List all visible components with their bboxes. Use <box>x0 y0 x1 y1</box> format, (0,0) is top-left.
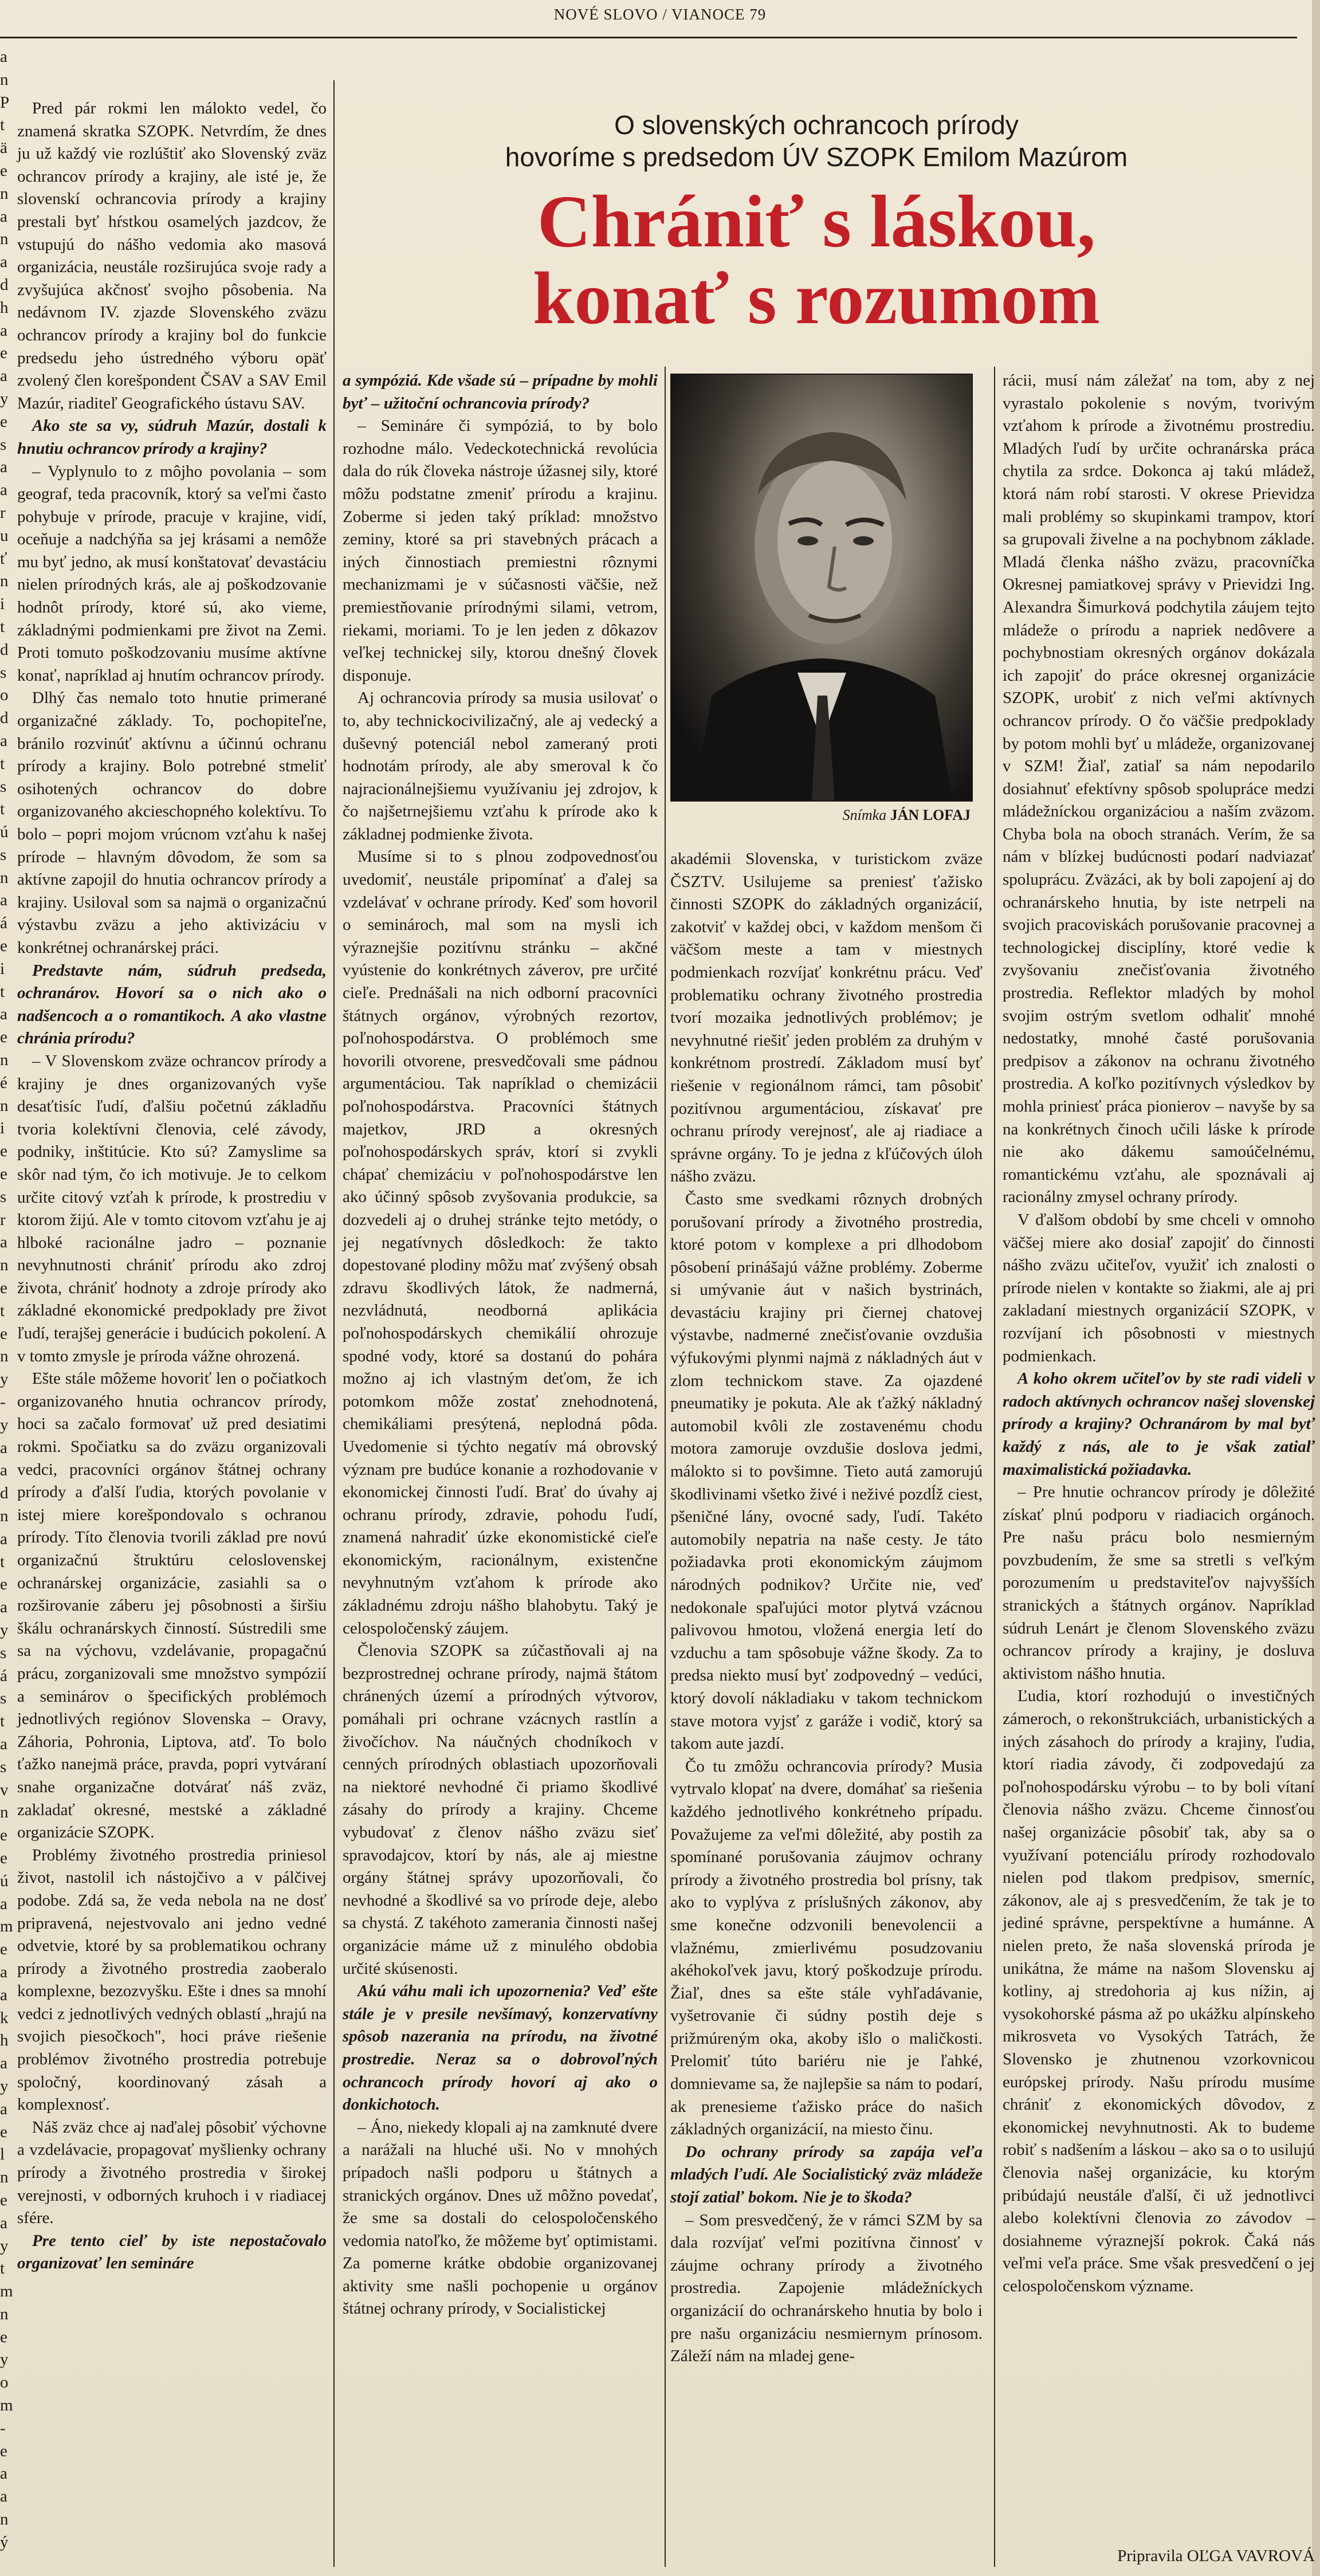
fragment-letter: ä <box>0 139 7 158</box>
fragment-letter: é <box>0 1073 7 1092</box>
fragment-letter: t <box>0 2259 5 2278</box>
body-paragraph: Pred pár rokmi len málokto vedel, čo znamená skratka SZOPK. Netvrdím, že dnes ju už každý vie rozlúštiť ako Slovenský zväz ochrancov prírody a krajiny, ale isté je, že slovenskí ochrancovia prírody a krajiny prestali byť hŕstkou osamelých jazdcov, že vstupujú do nášho vedomia ako masová organizácia, neustále rozširujúca svoje rady a zvyšujúca akčnosť svojho pôsobenia. Na nedávnom IV. zjazde Slovenského zväzu ochrancov prírody a krajiny bol do funkcie predsedu jeho ústredného výboru opäť zvolený člen korešpondent ČSAV a SAV Emil Mazúr, riaditeľ Geografického ústavu SAV. <box>17 99 327 413</box>
fragment-letter: t <box>0 1301 5 1320</box>
fragment-letter: t <box>0 1552 5 1571</box>
fragment-letter: r <box>0 1210 6 1229</box>
fragment-letter: n <box>0 1051 9 1070</box>
fragment-letter: ú <box>0 1871 9 1890</box>
fragment-letter: m <box>0 1917 13 1936</box>
fragment-letter: l <box>0 2145 5 2164</box>
fragment-letter: e <box>0 1324 7 1343</box>
body-paragraph: Čo tu zmôžu ochrancovia prírody? Musia vytrvalo klopať na dvere, domáhať sa riešenia každého jednotlivého konkrétneho prípadu. Považujeme za veľmi dôležité, aby postih za spomínané porušovania záujmov ochrany prírody a životného prostredia bol prísny, tak ako to vyplýva z príslušných zákonov, aby sme konečne odzvonili benevolencii a vlažnému, zmierlivému posudzovaniu akéhokoľvek javu, ktorý poškodzuje prírodu. Žiaľ, dnes sa ešte stále vyhľadávanie, vyšetrovanie či súdny postih deje s prižmúreným oka, akoby išlo o maličkosti. Prelomiť túto bariéru nie je ľahké, domnievame sa, že najlepšie sa nám to podarí, ak prenesieme ťažisko práce do našich základných organizácií, na miesto činu. <box>670 1757 983 2139</box>
fragment-letter: n <box>0 184 9 203</box>
headline-line-1: Chrániť s láskou, <box>537 180 1096 263</box>
article-column-2 <box>343 370 658 2320</box>
fragment-letter: e <box>0 2122 7 2141</box>
fragment-letter: n <box>0 70 9 89</box>
fragment-letter: e <box>0 412 7 431</box>
byline: Pripravila OĽGA VAVROVÁ <box>1117 2547 1315 2565</box>
fragment-letter: s <box>0 1187 7 1206</box>
fragment-letter: - <box>0 2418 6 2437</box>
fragment-letter: a <box>0 207 7 226</box>
fragment-letter: n <box>0 2510 9 2529</box>
fragment-letter: a <box>0 253 7 272</box>
fragment-letter: t <box>0 617 5 636</box>
fragment-letter: a <box>0 731 7 750</box>
article-headline <box>435 180 1197 340</box>
body-paragraph: Musíme si to s plnou zodpovednosťou uvedomiť, neustále pripomínať a ďalej sa vzdelávať v ochrane prírody. Keď som hovoril o seminároch, mal som na mysli ich výraznejšie pozitívnu stránku – akčné vyústenie do konkrétnych záverov, pre určité cieľe. Prednášali na nich odborní pracovníci štátnych orgánov, výrobných rezortov, poľnohospodárstva. O problémoch sme hovorili otvorene, presvedčovali sme pádnou argumentáciou. Tak napríklad o chemizácii poľnohospodárstva. Pracovníci štátnych majetkov, JRD a okresných poľnohospodárskych správ, ktorí si zvykli chápať chemizáciu v poľnohospodárstve len ako účinný spôsob zvyšovania produkcie, sa dozvedeli aj o druhej stránke tejto metódy, o jej negatívnych dôsledkoch: že takto dopestované plodiny môžu mať zvýšený obsah zdravu škodlivých látok, že nadmerná, nezvládnutá, neodborná aplikácia poľnohospodárskych chemikálií ohrozuje spodné vody, ktoré sa dostanú do pohára možno aj ich vlastným deťom, že ich potomkom môže zostať znehodnotená, chemikáliami presýtená, neplodná pôda. Uvedomenie si týchto negatív má obrovský význam pre budúce konanie a rozhodovanie v ekonomickej činnosti ľudí. Brať do úvahy aj ochranu prírody, zdravie, pohodu ľudí, znamená nahradiť úzke ekonomistické cieľe ekonomickým, racionálnym, existenčne nevyhnutným vzťahom k prírode ako základnému zdroju nášho blahobytu. Taký je celospoločenský záujem. <box>343 847 658 1638</box>
interview-question: Do ochrany prírody sa zapája veľa mladých ľudí. Ale Socialistický zväz mládeže stojí zatiaľ bokom. Nie je to škoda? <box>670 2142 983 2207</box>
body-paragraph: – Vyplynulo to z môjho povolania – som geograf, teda pracovník, ktorý sa veľmi často pohybuje v prírode, pracuje v krajine, vidí, oceňuje a nadchýňa sa jej krásami a nemôže mu byť jedno, ak musí konštatovať devastáciu nielen prírodných krás, ale aj poškodzovanie hodnôt prírody, ktoré sú, ako vieme, základnými podmienkami pre život na Zemi. Proti tomuto poškodzovaniu musíme aktívne konať, napríklad aj hnutím ochrancov prírody. <box>17 462 327 685</box>
fragment-letter: s <box>0 845 7 864</box>
fragment-letter: y <box>0 1370 9 1389</box>
fragment-letter: a <box>0 891 7 910</box>
interview-question: A koho okrem učiteľov by ste radi videli v radoch aktívnych ochrancov našej slovenskej prírody a krajiny? Ochranárom by mal byť každý z nás, ale to je však zatiaľ maximalistická požiadavka. <box>1003 1369 1315 1479</box>
fragment-letter: e <box>0 1165 7 1184</box>
body-paragraph: – Pre hnutie ochrancov prírody je dôležité získať plnú podporu v riadiacich orgánoch. Pre našu prácu bolo nesmierným povzbudením, že sme sa stretli s veľkým porozumením u predstaviteľov najvyšších stranických a štátnych orgánov. Napríklad súdruh Lenárt je členom Slovenského zväzu ochrancov prírody a krajiny, je dosluva aktivistom nášho hnutia. <box>1003 1483 1315 1683</box>
fragment-letter: t <box>0 800 5 819</box>
portrait-photo <box>670 374 973 802</box>
body-paragraph: Aj ochrancovia prírody sa musia usilovať o to, aby technickocivilizačný, ale aj vedecký a duševný potenciál nebol zameraný proti hodnotám prírody, ale aby smeroval k čo najracionálnejšiemu využívaniu jej zdrojov, k čo najšetrnejšiemu vzťahu k prírode ako k základnej podmienke života. <box>343 689 658 843</box>
fragment-letter: e <box>0 161 7 180</box>
article-kicker <box>435 109 1197 173</box>
fragment-letter: e <box>0 1848 7 1867</box>
fragment-letter: y <box>0 2350 9 2369</box>
interview-question: Pre tento cieľ by iste nepostačovalo organizovať len semináre <box>17 2231 327 2273</box>
fragment-letter: d <box>0 709 9 728</box>
body-paragraph: Často sme svedkami rôznych drobných porušovaní prírody a životného prostredia, ktoré potom v komplexe a pri dlhodobom pôsobení prinášajú vážne problémy. Zoberme si umývanie áut v našich bystrinách, devastáciu krajiny pri čiernej chatovej výstavbe, nadmerné znečisťovanie ovzdušia výfukovými plynmi najmä z nákladných áut v zlom technickom stave. Za ojazdené pneumatiky je pokuta. Ale ak ťažký nákladný automobil kvôli zle zostavenému chodu motora zamoruje ovzdušie doslova jedmi, málokto si to povšimne. Tieto autá zamorujú škodlivinami všetko živé i neživé pozdĺž ciest, pšeničné lány, ovocné sady, ľudí. Takéto automobily nepatria na naše cesty. Je táto požiadavka proti ekonomickým záujmom národných podnikov? Určite nie, veď nedokonale spaľujúci motor plytvá vzácnou palivovou hmotou, vložená energia letí do vzduchu a tam spôsobuje vážne škody. Za to predsa niekto musí byť zodpovedný – vedúci, ktorý dovolí nákladiaku v takom technickom stave motora vyjsť z garáže i vodič, ktorý sa takom aute jazdí. <box>670 1189 983 1753</box>
column-rule-3 <box>994 367 995 2567</box>
fragment-letter: t <box>0 116 5 135</box>
interview-question: Ako ste sa vy, súdruh Mazúr, dostali k hnutiu ochrancov prírody a krajiny? <box>17 417 327 458</box>
fragment-letter: e <box>0 937 7 956</box>
fragment-letter: o <box>0 2373 9 2392</box>
body-paragraph: – Semináre či sympóziá, to by bolo rozhodne málo. Vedeckotechnická revolúcia dala do rúk človeka nástroje úžasnej sily, ktoré môžu podstatne zmeniť prírodu a krajinu. Zoberme si jeden taký príklad: množstvo zeminy, ktoré sa pri stavebných prácach a iných činnostiach premiestni rôznymi mechanizmami je v súčasnosti väčšie, než premiestňovanie prírodnými silami, vetrom, riekami, moriami. To je len jeden z dôkazov veľkej technickej sily, ktorou dnešný človek disponuje. <box>343 417 658 685</box>
fragment-letter: n <box>0 2304 9 2323</box>
fragment-letter: d <box>0 1484 9 1503</box>
fragment-letter: a <box>0 1894 7 1913</box>
fragment-letter: P <box>0 93 10 112</box>
fragment-letter: a <box>0 1461 7 1480</box>
fragment-letter: t <box>0 982 5 1001</box>
fragment-letter: e <box>0 1279 7 1298</box>
fragment-letter: n <box>0 572 9 591</box>
body-paragraph: – V Slovenskom zväze ochrancov prírody a krajiny je dnes organizovaných vyše desaťtisíc ľudí, ďalšiu početnú základňu tvoria kolektívni členovia, celé závody, podniky, inštitúcie. Kto sú? Zamyslime sa skôr nad tým, čo ich motivuje. Je to celkom určite citový vzťah k prírode, k prostrediu v ktorom žijú. Ale v tomto citovom vzťahu je aj hlboké racionálne jadro – poznanie nevyhnutnosti chrániť prírodu ako zdroj života, chrániť hodnoty a zdroje prírody ako základné ekonomické predpoklady pre život ľudí, terajšej generácie i budúcich pokolení. A v tomto zmysle je príroda vážne ohrozená. <box>17 1051 327 1365</box>
adjacent-column-fragment <box>0 46 13 2573</box>
fragment-letter: e <box>0 1575 7 1594</box>
fragment-letter: a <box>0 1598 7 1617</box>
fragment-letter: s <box>0 1689 7 1708</box>
fragment-letter: t <box>0 1712 5 1731</box>
interview-question: a sympóziá. Kde všade sú – prípadne by mohli byť – užitoční ochrancovia prírody? <box>343 371 658 413</box>
fragment-letter: t <box>0 754 5 773</box>
fragment-letter: e <box>0 2190 7 2209</box>
fragment-letter: d <box>0 640 9 659</box>
kicker-line-2: hovoríme s predsedom ÚV SZOPK Emilom Mazúrom <box>505 142 1128 172</box>
fragment-letter: y <box>0 1620 9 1639</box>
photo-credit-prefix: Snímka <box>842 807 887 823</box>
body-paragraph: Dlhý čas nemalo toto hnutie primerané organizačné základy. To, pochopiteľne, bránilo rozvinúť aktívnu a účinnú ochranu prírody a krajiny. Bolo potrebné stmeliť osihotených ochrancov do dobre organizovaného akcieschopného kolektívu. To bolo – popri mojom vrúcnom vzťahu k našej prírode – hlavným dôvodom, že som sa aktívne zapojil do hnutia ochrancov prírody a krajiny. Usiloval som sa najmä o organizačnú výstavbu zväzu a jeho aktivizáciu v konkrétnej ochranárskej práci. <box>17 689 327 957</box>
running-header: NOVÉ SLOVO / VIANOCE 79 <box>553 6 767 23</box>
fragment-letter: ý <box>0 2532 9 2551</box>
fragment-letter: y <box>0 2076 9 2095</box>
fragment-letter: s <box>0 777 7 796</box>
body-paragraph: rácii, musí nám záležať na tom, aby z nej vyrastalo pokolenie s novým, tvorivým vzťahom k prírode a životnému prostrediu. Mladých ľudí by určite ochranárska práca chytila za srdce. Dokonca aj takú mládež, ktorá nám robí starosti. V okrese Prievidza mali problémy so skupinkami trampov, ktorí sa grupovali živelne a na pochybnom základe. Mladá členka nášho zväzu, pracovníčka Okresnej pamiatkovej správy v Prievidzi Ing. Alexandra Šimurková podchytila záujem tejto mládeže o prírodu a napriek nedôvere a pochybnostiam okresných orgánov dokázala ich zapojiť do práce okresnej organizácie SZOPK, urobiť z nich veľmi aktívnych ochrancov prírody. O čo väčšie predpoklady by potom mohli byť u mládeže, organizovanej v SZM! Žiaľ, zatiaľ sa nám nepodarilo dosiahnuť efektívny spôsob spolupráce medzi mládežníckou organizáciou a naším zväzom. Chyba bola na oboch stranách. Verím, že sa nám v blízkej budúcnosti podarí nadviazať spoluprácu. Zväzáci, ak by boli zapojení aj do ochranárskeho hnutia, by iste netrpeli na svojich pracoviskách porušovanie pracovnej a technologickej disciplíny, ktoré vedie k zvyšovaniu znečisťovania životného prostredia. Reflektor mladých by mohol svojim ostrým svetlom odhaliť mnohé nedostatky, mnohé časté porušovania predpisov a zákonov na ochranu životného prostredia. A koľko pozitívnych výsledkov by mohla priniesť práca pionierov – navyše by sa na konkrétnych činoch učili láske k prírode nie ako dákemu samoúčelnému, romantickému vzťahu, ale spoznávali aj racionálny zmysel ochrany prírody. <box>1003 371 1315 1207</box>
body-paragraph: Problémy životného prostredia priniesol život, nastolil ich nástojčivo a v pálčivej podobe. Zdá sa, že veda nebola na ne dosť pripravená, nejestvovalo ani jedno vedné odvetvie, ktoré by sa problematikou ochrany prírody a životného prostredia zaoberalo komplexne, bezozvyšku. Ešte i dnes sa mnohí vedci z jednotlivých vedných oblastí „hrajú na svojich piesočkoch", hoci práve riešenie problémov životného prostredia potrebuje spoločný, koordinovaný zásah a komplexnosť. <box>17 1845 327 2114</box>
fragment-letter: n <box>0 1096 9 1115</box>
fragment-letter: i <box>0 595 5 614</box>
body-paragraph: Náš zväz chce aj naďalej pôsobiť výchovne a vzdelávacie, propagovať myšlienky ochrany prírody a životného prostredia v širokej verejnosti, v odborných kruhoch i v riadiacej sfére. <box>17 2118 327 2228</box>
fragment-letter: a <box>0 2464 7 2483</box>
article-column-3 <box>670 848 983 2368</box>
fragment-letter: e <box>0 1940 7 1959</box>
fragment-letter: a <box>0 458 7 477</box>
fragment-letter: r <box>0 503 6 522</box>
fragment-letter: i <box>0 959 5 978</box>
body-paragraph: Členovia SZOPK sa zúčastňovali aj na bezprostrednej ochrane prírody, najmä štátom chránených území a prírodných výtvorov, pomáhali pri ochrane vzácnych rastlín a živočíchov. Na náučných chodníkoch v cenných prírodných oblastiach upozorňovali na niektoré nevhodné či priamo škodlivé zásahy do prírody a krajiny. Chceme vybudovať z členov nášho zväzu sieť spravodajcov, ktorí by nás, ale aj miestne orgány štátnej správy upozorňovali, čo nevhodné a škodlivé sa vo prírode deje, alebo sa chystá. Z takéhoto zamerania činnosti našej organizácie máme už z minulého obdobia určité skúsenosti. <box>343 1642 658 1978</box>
body-paragraph: V ďalšom období by sme chceli v omnoho väčšej miere ako dosiaľ zapojiť do činnosti nášho zväzu učiteľov, využiť ich znalosti o prírode nielen v kontakte so žiakmi, ale aj pri zakladaní miestnych organizácií SZOPK, v rozvíjaní ich pôsobnosti v miestnych podmienkach. <box>1003 1210 1315 1365</box>
fragment-letter: a <box>0 321 7 340</box>
fragment-letter: e <box>0 2441 7 2460</box>
body-paragraph: – Som presvedčený, že v rámci SZM by sa dala rozvíjať veľmi pozitívna činnosť v záujme ochrany prírody a životného prostredia. Zapojenie mládežníckych organizácií do ochranárskeho hnutia by bolo i pre našu organizáciu nesmiernym prínosom. Záleží nám na mladej gene- <box>670 2210 983 2366</box>
fragment-letter: a <box>0 481 7 500</box>
fragment-letter: h <box>0 298 9 317</box>
fragment-letter: a <box>0 367 7 386</box>
fragment-letter: a <box>0 1734 7 1753</box>
fragment-letter: ť <box>0 549 7 568</box>
body-paragraph: Ešte stále môžeme hovoriť len o počiatkoch organizovaného hnutia ochrancov prírody, hoci sa začalo formovať už pred desiatimi rokmi. Spočiatku sa do zväzu organizovali vedci, pracovníci orgánov štátnej ochrany prírody a ďalší ľudia, ktorých povolanie v istej miere korešpondovalo s ochranou prírody. Títo členovia tvorili základ pre novú organizačnú štruktúru celoslovenskej ochranárskej organizácie, zasiahli sa o rozširovanie záberu jej pôsobnosti a širšiu škálu ochranárskych činností. Sústredili sme sa na výchovu, vzdelávanie, propagačnú prácu, zorganizovali sme množstvo sympózií a seminárov o špecifických problémoch jednotlivých regiónov Slovenska – Oravy, Záhoria, Pohronia, Liptova, atď. To bolo ťažko nanejmä práce, pravda, popri vytváraní snahe organizačne dotvárať náš zväz, zakladať okresné, mestské a základné organizácie SZOPK. <box>17 1369 327 1842</box>
fragment-letter: y <box>0 1415 9 1434</box>
fragment-letter: a <box>0 2487 7 2506</box>
fragment-letter: - <box>0 1393 6 1412</box>
interview-question: Predstavte nám, súdruh predseda, ochranárov. Hovorí sa o nich ako o nadšencoch a o romantikoch. A ako vlastne chránia prírodu? <box>17 961 327 1048</box>
fragment-letter: a <box>0 1005 7 1024</box>
fragment-letter: i <box>0 1119 5 1138</box>
fragment-letter: y <box>0 2236 9 2255</box>
fragment-letter: s <box>0 663 7 682</box>
column-rule-2 <box>665 367 666 2567</box>
fragment-letter: n <box>0 1803 9 1822</box>
fragment-letter: s <box>0 1643 7 1662</box>
fragment-letter: s <box>0 435 7 454</box>
fragment-letter: h <box>0 2031 9 2050</box>
fragment-letter: d <box>0 275 9 294</box>
fragment-letter: á <box>0 914 7 933</box>
column-rule-1 <box>333 80 335 2567</box>
body-paragraph: Ľudia, ktorí rozhodujú o investičných zámeroch, o rekonštrukciách, urbanistických a iných zásahoch do prírody a krajiny, ľudia, ktorí riadia závody, či zodpovedajú za poľnohospodársku výrobu – to by boli vítaní členovia nášho zväzu. Chceme činnosťou našej organizácie pôsobiť tak, aby sa o využívaní potenciálu prírody rozhodovalo nielen pod tlakom predpisov, smerníc, zákonov, ale aj s presvedčením, že tak je to jediné správne, perspektívne a humánne. A nielen preto, že naša slovenská príroda je unikátna, že máme na našom Slovensku aj kotliny, aj stredohoria aj kus nížin, aj vysokohorské pásma až po ukážku alpínskeho mikrosveta vo Vysokých Tatrách, že Slovensko je zhutnenou vzorkovnicou európskej prírody. Našu prírodu musíme chrániť z ekonomických dôvodov, z ekonomickej nevyhnutnosti. Ak to budeme robiť s nadšením a láskou – ako sa o to usilujú členovia našej organizácie, ku ktorým pribúdajú neustále ďalší, či už jednotlivci alebo kolektívni členovia zo závodov – dosiahneme výraznejší pokrok. Čaká nás veľmi veľa práce. Sme však presvedčení o jej celospoločenskom význame. <box>1003 1687 1315 2295</box>
fragment-letter: e <box>0 1028 7 1047</box>
fragment-letter: n <box>0 1256 9 1275</box>
fragment-letter: ú <box>0 823 9 842</box>
fragment-letter: m <box>0 2396 13 2415</box>
fragment-letter: e <box>0 1142 7 1161</box>
fragment-letter: a <box>0 2213 7 2232</box>
fragment-letter: n <box>0 2168 9 2187</box>
article-column-1 <box>17 97 327 2275</box>
photo-credit <box>670 807 971 824</box>
fragment-letter: e <box>0 2327 7 2346</box>
fragment-letter: a <box>0 2099 7 2118</box>
fragment-letter: a <box>0 1233 7 1252</box>
fragment-letter: n <box>0 1347 9 1366</box>
fragment-letter: a <box>0 2054 7 2073</box>
interview-question: Akú váhu mali ich upozornenia? Veď ešte stále je v presile nevšímavý, konzervatívny spôsob nazerania na prírodu, na životné prostredie. Neraz sa o dobrovoľných ochrancoch prírody hovorí aj ako o donkichotoch. <box>343 1982 658 2114</box>
fragment-letter: y <box>0 389 9 408</box>
fragment-letter: a <box>0 1438 7 1457</box>
fragment-letter: n <box>0 868 9 887</box>
portrait-illustration <box>671 375 972 800</box>
fragment-letter: e <box>0 1826 7 1845</box>
fragment-letter: k <box>0 2008 9 2027</box>
article-column-4 <box>1003 370 1315 2298</box>
fragment-letter: n <box>0 230 9 249</box>
fragment-letter: m <box>0 2282 13 2301</box>
fragment-letter: a <box>0 1529 7 1548</box>
kicker-line-1: O slovenských ochrancoch prírody <box>614 110 1019 140</box>
header-rule <box>0 37 1297 38</box>
body-paragraph: akadémii Slovenska, v turistickom zväze ČSZTV. Usilujeme sa preniesť ťažisko činnosti SZOPK do základných organizácií, zakotviť v každej obci, v každom menšom či väčšom meste a tam v miestnych podmienkach rozvíjať konkrétnu prácu. Veď problematiku ochrany životného prostredia tvorí mozaika jednotlivých problémov; je nevyhnutné riešiť jeden problém za druhým v konkrétnom prostredí. Základom musí byť riešenie v regionálnom rámci, tam pôsobiť pozitívnou argumentáciou, získavať pre ochranu prírody verejnosť, ale aj riadiace a správne orgány. To je jedna z kľúčových úloh nášho zväzu. <box>670 850 983 1186</box>
fragment-letter: e <box>0 344 7 363</box>
photo-credit-name: JÁN LOFAJ <box>890 807 971 823</box>
fragment-letter: s <box>0 1757 7 1776</box>
fragment-letter: a <box>0 1985 7 2004</box>
fragment-letter: a <box>0 1962 7 1981</box>
fragment-letter: a <box>0 48 7 66</box>
fragment-letter: o <box>0 686 9 705</box>
headline-line-2: konať s rozumom <box>533 257 1100 340</box>
fragment-letter: v <box>0 1780 9 1799</box>
fragment-letter: u <box>0 526 9 545</box>
body-paragraph: – Áno, niekedy klopali aj na zamknuté dvere a narážali na hluché uši. No v mnohých prípadoch našli podporu u štátnych a stranických orgánov. Dnes už môžno povedať, že sme sa dostali do celospoločenského vedomia natoľko, že môžeme byť optimistami. Za pomerne krátke obdobie organizovanej aktivity sme našli pochopenie u orgánov štátnej ochrany prírody, v Socialistickej <box>343 2118 658 2318</box>
fragment-letter: á <box>0 1666 7 1685</box>
fragment-letter: n <box>0 1507 9 1525</box>
